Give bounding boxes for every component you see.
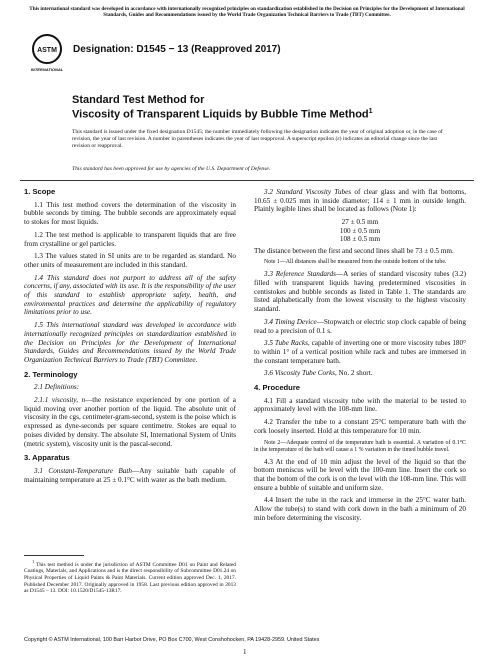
page-number: 1 xyxy=(243,648,247,656)
title-footnote-ref: 1 xyxy=(368,108,373,115)
copyright-line: Copyright © ASTM International, 100 Barr Harbor Drive, PO Box C700, West Conshohocken, PA 19428-2959. United States xyxy=(24,637,320,643)
line-location-1: 27 ± 0.5 mm xyxy=(341,218,379,227)
para-2-1-1 xyxy=(24,396,236,448)
heading-procedure: 4. Procedure xyxy=(254,383,301,393)
dod-approval: This standard has been approved for use by agencies of the U.S. Department of Defense. xyxy=(72,166,271,172)
footnote xyxy=(24,559,236,595)
para-3-6-text: No. 2 short. xyxy=(336,369,373,378)
note-1: Note 1—All distances shall be measured from the outside bottom of the tube. xyxy=(264,259,447,266)
footnote-text: This test method is under the jurisdiction of ASTM Committee D01 on Paint and Related Coatings, Materials, and Applications and is the direct responsibility of Subcommittee D01.24 on Physical Properties of Liquid Paints & Paint Materials. Current edition approved Dec. 1, 2017. Published December 2017. Originally approved in 1958. Last previous edition approved in 2013 as D1545 – 13. DOI: 10.1520/D1545-13R17. xyxy=(24,561,236,595)
svg-text:INTERNATIONAL: INTERNATIONAL xyxy=(30,67,64,72)
heading-terminology: 2. Terminology xyxy=(24,369,78,379)
para-3-1 xyxy=(24,467,236,484)
para-3-6 xyxy=(254,369,466,378)
para-3-1-label: 3.1 Constant-Temperature Bath xyxy=(34,466,132,475)
heading-scope: 1. Scope xyxy=(24,187,56,196)
para-3-2-text: of clear glass and with flat bottoms, 10.65 ± 0.025 mm in inside diameter; 114 ± 1 mm in outside length. Plainly legible lines shall be located as follows (Note 1): xyxy=(254,188,466,214)
para-3-2 xyxy=(254,188,466,214)
title-line-2 xyxy=(72,108,373,121)
header-rule xyxy=(20,180,474,181)
para-3-3 xyxy=(254,270,466,314)
footnote-rule xyxy=(24,555,84,556)
para-4-3: 4.3 At the end of 10 min adjust the level of the liquid so that the bottom meniscus will be level with the 100-mm line. Insert the cork so that the bottom of the cork is on the level with the 108-mm line. This will ensure a bubble of suitable and uniform size. xyxy=(254,457,466,492)
designation: Designation: D1545 − 13 (Reapproved 2017) xyxy=(73,44,281,55)
svg-text:ASTM: ASTM xyxy=(37,47,57,54)
para-3-3-text: —A series of standard viscosity tubes (3.2) filled with transparent liquids having predetermined viscosities in centistokes and bubble seconds as listed in Table 1. The standards are listed alphabetically from the lowest viscosity to the highest viscosity standard. xyxy=(254,270,466,314)
para-1-3: 1.3 The values stated in SI units are to be regarded as standard. No other units of measurement are included in this standard. xyxy=(24,252,236,269)
para-3-2-b: The distance between the first and second lines shall be 73 ± 0.5 mm. xyxy=(254,246,454,255)
para-3-3-label: 3.3 Reference Standards xyxy=(264,270,336,279)
issuance-statement: This standard is issued under the fixed designation D1545; the number immediately following the designation indicates the year of original adoption or, in the case of revision, the year of last revision. A number in parentheses indicates the year of last reapproval. A superscript epsilon (ε) indicates an editorial change since the last revision or reapproval. xyxy=(72,129,443,149)
heading-apparatus: 3. Apparatus xyxy=(24,453,70,463)
para-1-1: 1.1 This test method covers the determination of the viscosity in bubble seconds by timing. The bubble seconds are approximately equal to stokes for most liquids. xyxy=(24,200,236,227)
para-1-2: 1.2 The test method is applicable to transparent liquids that are free from crystalline or gel particles. xyxy=(24,230,236,248)
para-4-2: 4.2 Transfer the tube to a constant 25°C temperature bath with the cork loosely inserted. Hold at this temperature for 10 min. xyxy=(254,418,466,435)
para-3-4-label: 3.4 Timing Device xyxy=(264,317,317,326)
para-3-5-label: 3.5 Tube Racks, xyxy=(264,339,310,348)
line-location-2: 100 ± 0.5 mm xyxy=(339,226,381,235)
para-1-5 xyxy=(24,321,236,365)
line-locations xyxy=(254,218,466,244)
line-location-3: 108 ± 0.5 mm xyxy=(339,235,381,244)
astm-logo xyxy=(30,33,64,73)
para-3-2-label: 3.2 Standard Viscosity Tubes xyxy=(264,188,352,196)
international-notice: This international standard was developed in accordance with internationally recognized principles on standardization established in the Decision on Principles for the Development of International Standards, Guides and Recommendations issued by the World Trade Organization Technical Barriers to Trade (TBT) Committee. xyxy=(29,6,465,19)
para-1-4-text: 1.4 This standard does not purport to address all of the safety concerns, if any, associated with its use. It is the responsibility of the user of this standard to establish appropriate safety, health, and environmental practices and determine the applicability of regulatory limitations prior to use. xyxy=(24,273,236,317)
para-1-5-text: 1.5 This international standard was developed in accordance with internationally recognized principles on standardization established in the Decision on Principles for the Development of International Standards, Guides and Recommendations issued by the World Trade Organization Technical Barriers to Trade (TBT) Committee. xyxy=(24,321,236,364)
para-3-5 xyxy=(254,339,466,365)
para-3-4 xyxy=(254,318,466,335)
para-1-4 xyxy=(24,274,236,318)
para-3-1-text: —Any suitable bath capable of maintaining temperature at 25 ± 0.1°C with water as the bath medium. xyxy=(24,466,236,484)
para-3-6-label: 3.6 Viscosity Tube Corks, xyxy=(264,369,337,378)
title-text: Viscosity of Transparent Liquids by Bubble Time Method xyxy=(72,108,369,121)
left-column xyxy=(24,188,236,488)
note-2: Note 2—Adequate control of the temperature bath is essential. A variation of 0.1°C in the temperature of the bath will cause a 1 % variation in the timed bubble travel. xyxy=(254,439,466,453)
footnote-mark: 1 xyxy=(32,559,35,564)
para-4-1: 4.1 Fill a standard viscosity tube with the material to be tested to approximately level with the 108-mm line. xyxy=(254,396,466,414)
para-4-4: 4.4 Insert the tube in the rack and immerse in the 25°C water bath. Allow the tube(s) to stand with cork down in the bath a minimum of 20 min before determining the viscosity. xyxy=(254,496,466,522)
para-3-5-text: capable of inverting one or more viscosity tubes 180° to within 1° of a vertical position while rack and tubes are immersed in the constant temperature bath. xyxy=(254,339,466,365)
para-2-1-text: 2.1 Definitions: xyxy=(34,383,80,392)
para-2-1-1-text: —the resistance experienced by one portion of a liquid moving over another portion of the liquid. The absolute unit of viscosity in the cgs, centimeter-gram-second, system is the poise which is expressed as dyne-seconds per square centimetre. Stokes are equal to poises divided by density. The absolute SI, International System of Units (metric system), viscosity unit is the pascal-second. xyxy=(24,396,236,448)
para-2-1 xyxy=(24,383,236,392)
right-column xyxy=(254,188,466,526)
title-line-1: Standard Test Method for xyxy=(72,94,205,106)
para-3-4-text: —Stopwatch or electric stop clock capable of being read to a precision of 0.1 s. xyxy=(254,317,466,335)
para-2-1-1-label: 2.1.1 viscosity, n xyxy=(34,396,86,405)
